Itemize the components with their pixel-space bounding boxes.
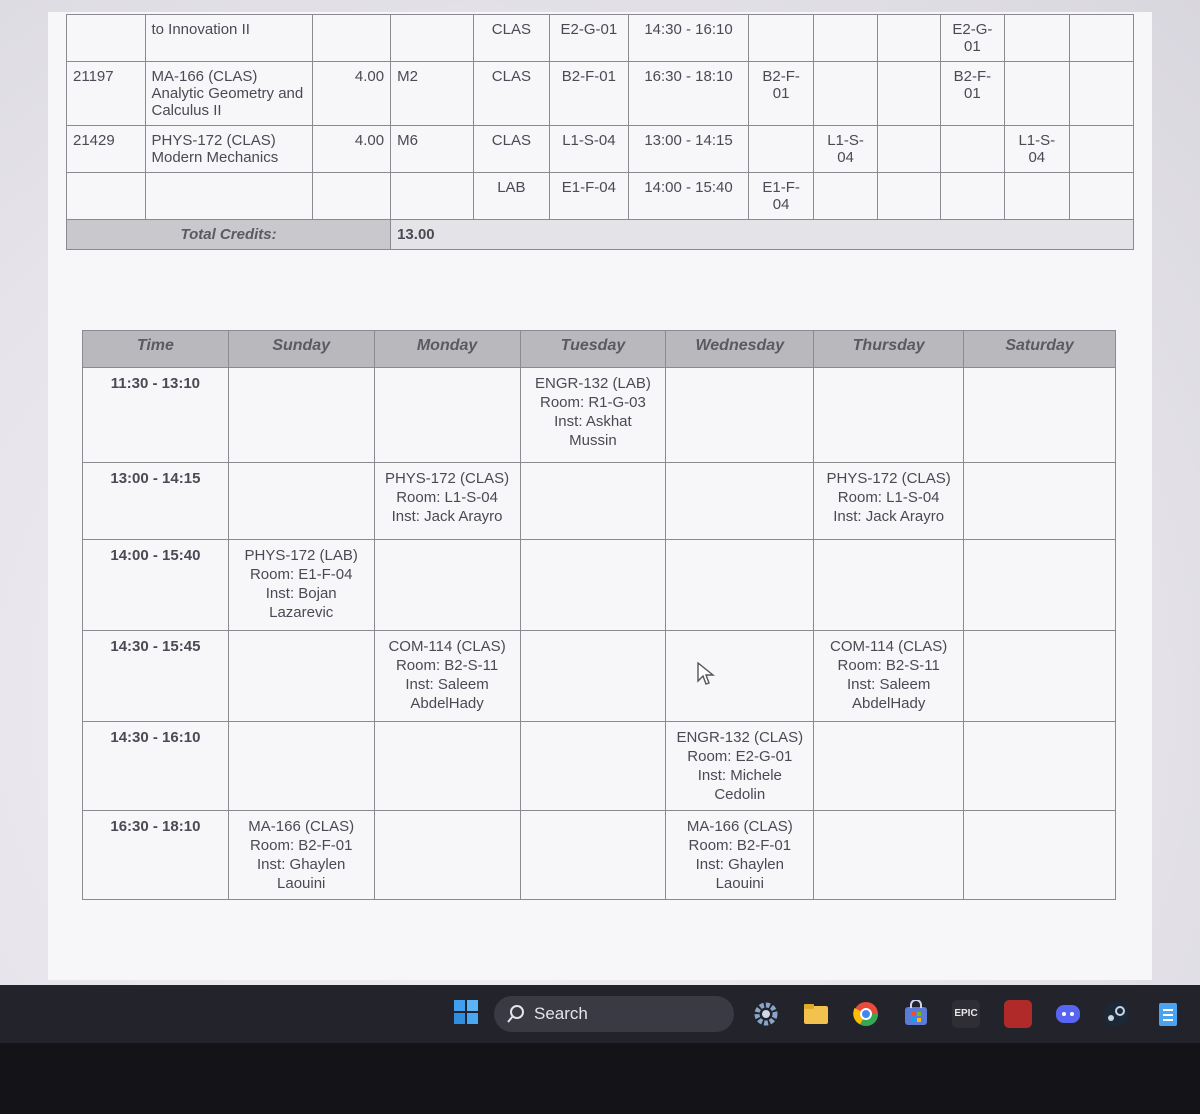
chrome-icon[interactable] [852, 1000, 880, 1028]
discord-icon[interactable] [1054, 1000, 1082, 1028]
reg-cell-day [1005, 173, 1069, 220]
schedule-class-entry: PHYS-172 (CLAS) Room: L1-S-04 Inst: Jack Arayro [374, 463, 520, 540]
taskbar-search-box[interactable] [494, 996, 734, 1032]
reg-cell-section [391, 173, 474, 220]
reg-cell-day: E2-G-01 [940, 15, 1004, 62]
reg-cell-day [1069, 15, 1134, 62]
reg-cell-time: 13:00 - 14:15 [628, 126, 749, 173]
schedule-empty-cell [964, 540, 1116, 631]
schedule-class-entry: MA-166 (CLAS) Room: B2-F-01 Inst: Ghaylen Laouini [666, 811, 814, 900]
schedule-empty-cell [228, 722, 374, 811]
schedule-class-entry: ENGR-132 (LAB) Room: R1-G-03 Inst: Askhat Mussin [520, 368, 666, 463]
reg-cell-room: L1-S-04 [550, 126, 629, 173]
reg-cell-day: B2-F-01 [940, 62, 1004, 126]
reg-cell-type: CLAS [473, 62, 550, 126]
reg-cell-day [813, 62, 877, 126]
reg-cell-credits: 4.00 [312, 126, 391, 173]
reg-cell-day: L1-S-04 [813, 126, 877, 173]
schedule-row [83, 631, 1116, 722]
schedule-time: 13:00 - 14:15 [83, 463, 229, 540]
reg-cell-course: MA-166 (CLAS) Analytic Geometry and Calculus II [145, 62, 312, 126]
schedule-time: 16:30 - 18:10 [83, 811, 229, 900]
settings-icon[interactable] [752, 1000, 780, 1028]
reg-cell-day [1069, 62, 1134, 126]
store-icon[interactable] [902, 1000, 930, 1028]
reg-cell-crn: 21197 [67, 62, 146, 126]
schedule-empty-cell [666, 631, 814, 722]
schedule-empty-cell [520, 811, 666, 900]
reg-cell-time: 16:30 - 18:10 [628, 62, 749, 126]
windows-start-icon[interactable] [452, 998, 480, 1026]
reg-cell-day [878, 126, 940, 173]
schedule-empty-cell [228, 368, 374, 463]
schedule-time: 11:30 - 13:10 [83, 368, 229, 463]
schedule-row [83, 463, 1116, 540]
schedule-header-time: Time [83, 331, 229, 368]
reg-cell-crn [67, 15, 146, 62]
search-icon [506, 1004, 526, 1024]
schedule-row [83, 722, 1116, 811]
schedule-header-saturday: Saturday [964, 331, 1116, 368]
reg-cell-day [878, 15, 940, 62]
registration-row [67, 173, 1134, 220]
schedule-time: 14:00 - 15:40 [83, 540, 229, 631]
total-credits-value: 13.00 [391, 220, 1134, 250]
reg-cell-day [813, 173, 877, 220]
reg-cell-course [145, 173, 312, 220]
reg-cell-course: PHYS-172 (CLAS) Modern Mechanics [145, 126, 312, 173]
mouse-cursor-icon [697, 662, 715, 686]
epic-games-icon[interactable] [952, 1000, 980, 1028]
schedule-empty-cell [814, 540, 964, 631]
schedule-empty-cell [228, 463, 374, 540]
reg-cell-room: B2-F-01 [550, 62, 629, 126]
schedule-empty-cell [964, 463, 1116, 540]
schedule-class-entry: PHYS-172 (CLAS) Room: L1-S-04 Inst: Jack Arayro [814, 463, 964, 540]
reg-cell-day [878, 173, 940, 220]
reg-cell-day [1069, 173, 1134, 220]
schedule-class-entry: PHYS-172 (LAB) Room: E1-F-04 Inst: Bojan Lazarevic [228, 540, 374, 631]
reg-cell-day [1005, 15, 1069, 62]
reg-cell-day [940, 173, 1004, 220]
schedule-empty-cell [374, 368, 520, 463]
schedule-header-sunday: Sunday [228, 331, 374, 368]
schedule-empty-cell [666, 540, 814, 631]
weekly-schedule-table [82, 330, 1116, 900]
reg-cell-credits [312, 173, 391, 220]
schedule-empty-cell [520, 540, 666, 631]
red-app-icon[interactable] [1004, 1000, 1032, 1028]
schedule-empty-cell [964, 631, 1116, 722]
schedule-empty-cell [814, 368, 964, 463]
reg-cell-day [1005, 62, 1069, 126]
schedule-empty-cell [228, 631, 374, 722]
reg-cell-time: 14:00 - 15:40 [628, 173, 749, 220]
reg-cell-time: 14:30 - 16:10 [628, 15, 749, 62]
schedule-empty-cell [374, 722, 520, 811]
schedule-empty-cell [520, 722, 666, 811]
reg-cell-day [813, 15, 877, 62]
reg-cell-crn: 21429 [67, 126, 146, 173]
reg-cell-section: M6 [391, 126, 474, 173]
reg-cell-type: CLAS [473, 15, 550, 62]
registration-row [67, 62, 1134, 126]
schedule-row [83, 368, 1116, 463]
reg-cell-day: B2-F-01 [749, 62, 813, 126]
reg-cell-type: CLAS [473, 126, 550, 173]
schedule-class-entry: COM-114 (CLAS) Room: B2-S-11 Inst: Saleem AbdelHady [374, 631, 520, 722]
registration-row [67, 126, 1134, 173]
reg-cell-credits [312, 15, 391, 62]
reg-cell-day: E1-F-04 [749, 173, 813, 220]
schedule-header-monday: Monday [374, 331, 520, 368]
epic-games-label: EPIC [954, 1008, 978, 1019]
notepad-icon[interactable] [1154, 1000, 1182, 1028]
schedule-empty-cell [814, 722, 964, 811]
steam-icon[interactable] [1102, 1000, 1130, 1028]
reg-cell-day [878, 62, 940, 126]
schedule-empty-cell [814, 811, 964, 900]
reg-cell-day [940, 126, 1004, 173]
total-credits-row [67, 220, 1134, 250]
schedule-empty-cell [374, 811, 520, 900]
schedule-row [83, 811, 1116, 900]
search-label: Search [534, 1004, 588, 1023]
schedule-empty-cell [964, 811, 1116, 900]
reg-cell-course: to Innovation II [145, 15, 312, 62]
reg-cell-section: M2 [391, 62, 474, 126]
monitor-bezel [0, 1043, 1200, 1114]
schedule-empty-cell [666, 463, 814, 540]
reg-cell-day: L1-S-04 [1005, 126, 1069, 173]
schedule-row [83, 540, 1116, 631]
schedule-empty-cell [666, 368, 814, 463]
schedule-empty-cell [964, 722, 1116, 811]
registration-row [67, 15, 1134, 62]
file-explorer-icon[interactable] [802, 1000, 830, 1028]
registration-table [66, 14, 1134, 250]
schedule-time: 14:30 - 15:45 [83, 631, 229, 722]
schedule-header-tuesday: Tuesday [520, 331, 666, 368]
schedule-header-row [83, 331, 1116, 368]
schedule-empty-cell [520, 463, 666, 540]
reg-cell-room: E2-G-01 [550, 15, 629, 62]
reg-cell-type: LAB [473, 173, 550, 220]
schedule-time: 14:30 - 16:10 [83, 722, 229, 811]
total-credits-label: Total Credits: [67, 220, 391, 250]
reg-cell-day [749, 126, 813, 173]
reg-cell-room: E1-F-04 [550, 173, 629, 220]
reg-cell-credits: 4.00 [312, 62, 391, 126]
schedule-empty-cell [374, 540, 520, 631]
reg-cell-day [1069, 126, 1134, 173]
schedule-header-thursday: Thursday [814, 331, 964, 368]
schedule-class-entry: MA-166 (CLAS) Room: B2-F-01 Inst: Ghaylen Laouini [228, 811, 374, 900]
schedule-class-entry: ENGR-132 (CLAS) Room: E2-G-01 Inst: Michele Cedolin [666, 722, 814, 811]
schedule-class-entry: COM-114 (CLAS) Room: B2-S-11 Inst: Saleem AbdelHady [814, 631, 964, 722]
schedule-empty-cell [964, 368, 1116, 463]
reg-cell-section [391, 15, 474, 62]
schedule-header-wednesday: Wednesday [666, 331, 814, 368]
reg-cell-day [749, 15, 813, 62]
reg-cell-crn [67, 173, 146, 220]
schedule-empty-cell [520, 631, 666, 722]
